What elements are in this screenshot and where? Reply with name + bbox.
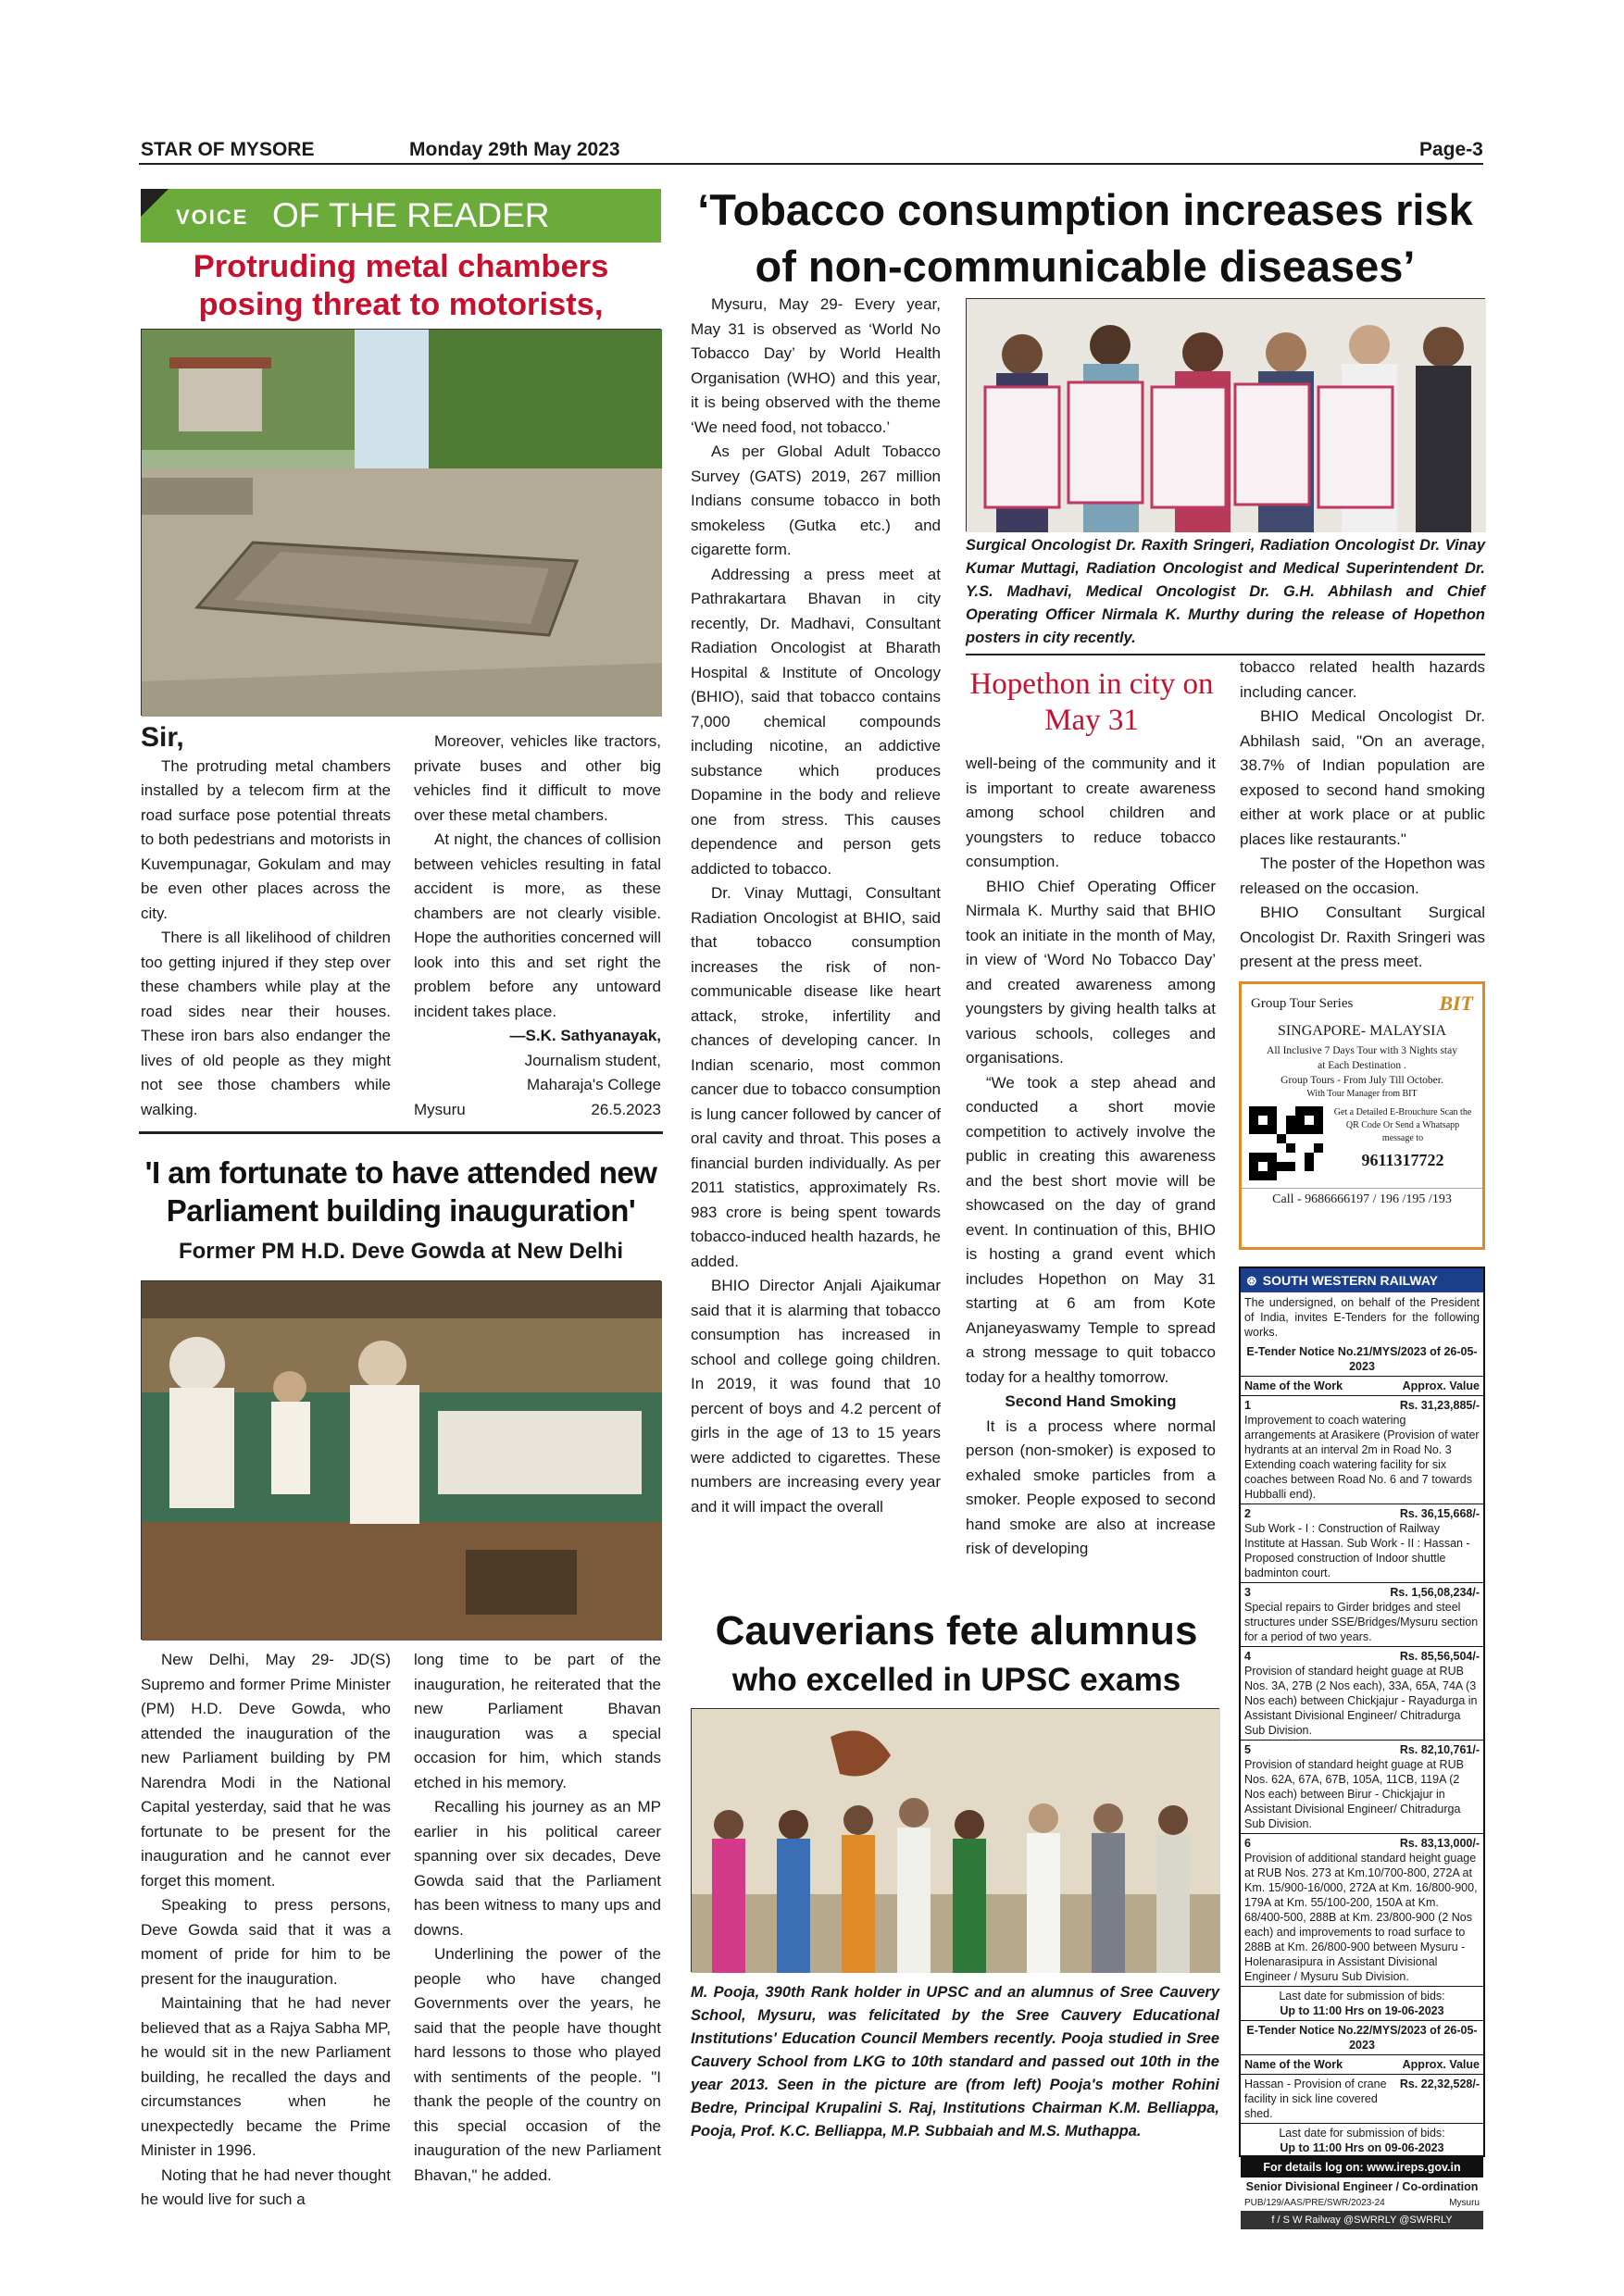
voice-label: VOICE (176, 206, 249, 229)
reader-label: OF THE READER (272, 196, 550, 234)
tender-value: Rs. 31,23,885/- (1399, 1399, 1480, 1412)
salutation: Sir, (141, 722, 184, 753)
ad-phone: 9611317722 (1361, 1151, 1444, 1169)
railway-title: SOUTH WESTERN RAILWAY (1262, 1273, 1439, 1288)
voice-letter-col2 (414, 730, 661, 1122)
tender-row (1241, 1646, 1483, 1740)
article-paragraph: Recalling his journey as an MP earlier in his political career spanning over six decades, Deve Gowda said that the Parliament has been witness to many ups and downs. (414, 1798, 661, 1939)
ad-line: With Tour Manager from BIT (1306, 1089, 1418, 1099)
article-paragraph: BHIO Director Anjali Ajaikumar said that it is alarming that tobacco consumption has increased in school and college going children. In 2019, it was found that 10 percent of boys and 4.2 percent of girls in the age of 13 to 15 years were addicted to cigarettes. These numbers are increasing every year and it will impact the overall (691, 1277, 941, 1516)
tender-value: Rs. 22,32,528/- (1399, 2078, 1480, 2090)
tender-notice: E-Tender Notice No.21/MYS/2023 of 26-05-2023 (1246, 1345, 1478, 1373)
section-rule (139, 1131, 663, 1134)
voice-headline: Protruding metal chambers posing threat to motorists, (193, 249, 609, 322)
tender-value: Rs. 83,13,000/- (1399, 1837, 1480, 1850)
tender-deadline (1241, 1986, 1483, 2020)
signature-line: Maharaja's College (527, 1076, 661, 1093)
ad-call: Call - 9686666197 / 196 /195 /193 (1242, 1188, 1482, 1207)
deadline-label: Last date for submission of bids: (1279, 1990, 1445, 2003)
cauverians-photo (691, 1708, 1219, 1972)
article-paragraph: New Delhi, May 29- JD(S) Supremo and former Prime Minister (PM) H.D. Deve Gowda, who attended the inauguration of the new Parliament building by PM Narendra Modi in the National Capital yesterday, said that he was fortunate to be present for the inauguration and he cannot ever forget this moment. (141, 1651, 391, 1890)
banner-corner (141, 189, 169, 217)
tender-signatory: Senior Divisional Engineer / Co-ordination (1245, 2180, 1479, 2193)
paper-name: STAR OF MYSORE (141, 139, 315, 160)
col-header-value: Approx. Value (1402, 2058, 1480, 2071)
article-paragraph: tobacco related health hazards including cancer. (1240, 658, 1485, 701)
tender-table-header (1241, 2054, 1483, 2074)
qr-instructions: Get a Detailed E-Brouchure Scan the QR Code Or Send a Whatsapp message to (1333, 1107, 1472, 1143)
signature-footer (414, 1098, 661, 1123)
railway-header (1241, 1268, 1483, 1292)
ad-line: at Each Destination . (1318, 1060, 1406, 1071)
article-paragraph: well-being of the community and it is important to create awareness among school children and youngsters to reduce tobacco consumption. (966, 755, 1216, 870)
article-paragraph: It is a process where normal person (non-smoker) is exposed to exhaled smoke particles from a smoker. People exposed to second hand smoke are also at increase risk of developing (966, 1416, 1216, 1557)
tender-table-header (1241, 1376, 1483, 1395)
letter-paragraph: At night, the chances of collision between vehicles resulting in fatal accident is more, as these chambers are not clearly visible. Hope the authorities concerned will look into this and set right the problem before any untoward incident takes place. (414, 830, 661, 1020)
article-paragraph: Mysuru, May 29- Every year, May 31 is observed as ‘World No Tobacco Day’ by World Health Organisation (WHO) and this year, it is being observed with the theme ‘We need food, not tobacco.’ (691, 295, 941, 436)
tobacco-col1 (691, 293, 941, 1519)
article-paragraph: Noting that he had never thought he would live for such a (141, 2165, 391, 2208)
tender-work: Special repairs to Girder bridges and steel structures under SSE/Bridges/Mysuru section for a period of two years. (1244, 1601, 1479, 1643)
article-paragraph: Maintaining that he had never believed that as a Rajya Sabha MP, he would sit in the new Parliament building, he recalled the days and circumstances when he unexpectedly became the Prime Minister in 1996. (141, 1994, 391, 2159)
qr-block (1242, 1101, 1482, 1180)
metal-chamber-photo (141, 329, 661, 716)
tender-value: Rs. 82,10,761/- (1399, 1743, 1480, 1756)
article-paragraph: BHIO Chief Operating Officer Nirmala K. Murthy said that BHIO took an initiate in the month of May, in view of ‘Word No Tobacco Day’ and created awareness among youngsters by giving health talks at various schools, colleges and organisations. (966, 877, 1216, 1067)
tobacco-col2 (966, 752, 1216, 1562)
col-header-work: Name of the Work (1244, 1379, 1343, 1392)
tobacco-headline: ‘Tobacco consumption increases risk of non-communicable diseases’ (697, 185, 1473, 291)
gowda-col2 (414, 1648, 661, 2188)
tender-city: Mysuru (1449, 2198, 1480, 2208)
deadline-label: Last date for submission of bids: (1279, 2127, 1445, 2140)
tender-work: Provision of standard height guage at RUB Nos. 62A, 67A, 67B, 105A, 11CB, 119A (2 Nos each) between Birur - Chickjajur in Assistant Divisional Engineer/ Chitradurga Sub Division. (1244, 1758, 1464, 1830)
signature-date: 26.5.2023 (591, 1100, 661, 1118)
tender-ref: PUB/129/AAS/PRE/SWR/2023-24 (1244, 2198, 1385, 2208)
tender-value: Rs. 1,56,08,234/- (1390, 1586, 1480, 1599)
article-paragraph: As per Global Adult Tobacco Survey (GATS) 2019, 267 million Indians consume tobacco in both smokeless (Gutka etc.) and cigarette form. (691, 443, 941, 558)
masthead-rule (139, 163, 1483, 165)
deadline-date: Up to 11:00 Hrs on 19-06-2023 (1280, 2004, 1444, 2017)
tender-value: Rs. 36,15,668/- (1399, 1507, 1480, 1520)
tender-website: For details log on: www.ireps.gov.in (1241, 2157, 1483, 2177)
signature-city: Mysuru (414, 1100, 466, 1118)
article-paragraph: Addressing a press meet at Pathrakartara Bhavan in city recently, Dr. Madhavi, Consultant Radiation Oncologist at Bharath Hospital & Institute of Oncology (BHIO), said that tobacco contains 7,000 chemical compounds including nicotine, an addictive substance which produces Dopamine in the body and relieve one from stress. This causes dependence and person gets addicted to tobacco. (691, 565, 941, 878)
letter-paragraph: There is all likelihood of children too getting injured if they step over these chambers while play at the road sides near their houses. These iron bars also endanger the lives of old people as they might not see those chambers while walking. (141, 929, 391, 1118)
railway-social: f / S W Railway @SWRRLY @SWRRLY (1241, 2211, 1483, 2229)
tender-row (1241, 1582, 1483, 1646)
tour-advertisement (1239, 981, 1485, 1250)
ad-destination: SINGAPORE- MALAYSIA (1277, 1023, 1447, 1039)
tender-row (1241, 1395, 1483, 1504)
hopethon-photo (966, 298, 1485, 531)
signature-name: —S.K. Sathyanayak, (509, 1027, 661, 1044)
signature-line: Journalism student, (524, 1051, 661, 1069)
article-subhead: Second Hand Smoking (1005, 1392, 1177, 1410)
tender-number: 4 (1244, 1650, 1251, 1663)
article-paragraph: Dr. Vinay Muttagi, Consultant Radiation Oncologist at BHIO, said that tobacco consumption increases the risk of non-communicable disease like heart attack, stroke, infertility and chances of developing cancer. In Indian scenario, most common cancer due to tobacco consumption is lung cancer followed by cancer of oral cavity and throat. This poses a financial burden individually. As per 2011 statistics, approximately Rs. 983 crore is being spent towards tobacco-induced health hazards, he added. (691, 884, 941, 1270)
gowda-headline: 'I am fortunate to have attended new Parliament building inauguration' (144, 1155, 657, 1228)
tender-work: Hassan - Provision of crane facility in sick line covered shed. (1244, 2078, 1387, 2120)
ad-header (1242, 984, 1482, 1016)
cauverians-headline: Cauverians fete alumnus (715, 1608, 1198, 1653)
ad-line: All Inclusive 7 Days Tour with 3 Nights stay (1267, 1045, 1457, 1056)
tender-work: Provision of standard height guage at RUB Nos. 3A, 27B (2 Nos each), 33A, 65A, 74A (3 Nos each) between Chickjajur - Rayadurga in Assistant Divisional Engineer/ Chitradurga Sub Division. (1244, 1665, 1478, 1737)
article-paragraph: Speaking to press persons, Deve Gowda said that it was a moment of pride for him to be present for the inauguration. (141, 1896, 391, 1988)
tender-work: Improvement to coach watering arrangements at Arasikere (Provision of water hydrants at an interval 2m in Road No. 3 Extending coach watering facility for six coaches between Road No. 6 and 7 towards Hubballi end). (1244, 1414, 1480, 1501)
tender-number: 6 (1244, 1837, 1251, 1850)
tender-notice: E-Tender Notice No.22/MYS/2023 of 26-05-2023 (1241, 2020, 1483, 2054)
hopethon-photo-caption: Surgical Oncologist Dr. Raxith Sringeri, Radiation Oncologist Dr. Vinay Kumar Muttagi, Radiation Oncologist and Medical Superintendent Dr. Y.S. Madhavi, Medical Oncologist Dr. G.H. Abhilash and Chief Operating Officer Nirmala K. Murthy during the release of Hopethon posters in city recently. (966, 537, 1485, 646)
article-paragraph: “We took a step ahead and conducted a short movie competition to actively involve the public in creating this awareness and the best short movie will be showcased on the day of grand event. In continuation of this, BHIO is hosting a grand event which includes Hopethon on May 31 starting at 6 am from Kote Anjaneyaswamy Temple to spread a strong message to quit tobacco today for a healthy tomorrow. (966, 1073, 1216, 1386)
ad-series: Group Tour Series (1251, 995, 1354, 1011)
gowda-subhead: Former PM H.D. Deve Gowda at New Delhi (178, 1239, 624, 1264)
tobacco-col3 (1240, 655, 1485, 975)
deadline-date: Up to 11:00 Hrs on 09-06-2023 (1280, 2141, 1444, 2154)
article-paragraph: BHIO Consultant Surgical Oncologist Dr. Raxith Sringeri was present at the press meet. (1240, 904, 1485, 970)
bit-logo: BIT (1439, 992, 1473, 1015)
letter-paragraph: The protruding metal chambers installed by a telecom firm at the road surface pose potential threats to both pedestrians and motorists in Kuvempunagar, Gokulam and may be even other places across the city. (141, 756, 391, 922)
cauverians-subhead: who excelled in UPSC exams (731, 1662, 1181, 1698)
tender-row (1241, 1504, 1483, 1582)
tender-number: 5 (1244, 1743, 1251, 1756)
article-paragraph: long time to be part of the inauguration, he reiterated that the new Parliament Bhavan inauguration was a special occasion for him, which stands etched in his memory. (414, 1651, 661, 1791)
qr-code-icon (1249, 1106, 1323, 1180)
tender-work: Sub Work - I : Construction of Railway Institute at Hassan. Sub Work - II : Hassan - Proposed construction of Indoor shuttle badminton court. (1244, 1522, 1470, 1579)
issue-date: Monday 29th May 2023 (409, 139, 620, 160)
tender-number: 2 (1244, 1507, 1251, 1520)
ad-line: Group Tours - From July Till October. (1280, 1075, 1443, 1086)
parliament-photo (141, 1280, 661, 1640)
tender-row (1241, 1740, 1483, 1833)
tender-row (1241, 2074, 1483, 2123)
tender-ref-line (1241, 2196, 1483, 2211)
tender-deadline (1241, 2123, 1483, 2157)
tender-row (1241, 1833, 1483, 1986)
tender-work: Provision of additional standard height guage at RUB Nos. 273 at Km.10/700-800, 272A at Km. 15/900-16/000, 272A at Km. 16/800-900, 179A at Km. 55/100-200, 150A at Km. 68/400-500, 288B at Km. 23/800-900 (2 Nos each) and improvements to road surface to 288B at Km. 26/800-900 between Mysuru - Holenarasipura in Assistant Divisional Engineer / Mysuru Sub Division. (1244, 1852, 1478, 1983)
gowda-col1 (141, 1648, 391, 2213)
col-header-value: Approx. Value (1402, 1379, 1480, 1392)
cauverians-caption: M. Pooja, 390th Rank holder in UPSC and an alumnus of Sree Cauvery School, Mysuru, was felicitated by the Sree Cauvery Educational Institutions' Education Council Members recently. Pooja studied in Sree Cauvery School from LKG to 10th standard and passed out 10th in the year 2013. Seen in the picture are (from left) Pooja's mother Rohini Bedre, Principal Krupalini S. Raj, Institutions Chairman K.M. Belliappa, Pooja, Prof. K.C. Belliappa, M.P. Subbaiah and M.S. Muthappa. (691, 1984, 1219, 2140)
tender-number: 3 (1244, 1586, 1251, 1599)
article-paragraph: The poster of the Hopethon was released on the occasion. (1240, 855, 1485, 897)
tender-intro: The undersigned, on behalf of the President of India, invites E-Tenders for the following works. (1244, 1296, 1480, 1339)
col-header-work: Name of the Work (1244, 2058, 1343, 2071)
article-paragraph: BHIO Medical Oncologist Dr. Abhilash said, "On an average, 38.7% of Indian population are exposed to second hand smoking either at work place or at public places like restaurants." (1240, 707, 1485, 848)
hopethon-headline: Hopethon in city on May 31 (969, 668, 1214, 737)
railway-tender-ad (1239, 1267, 1485, 2226)
voice-banner (141, 189, 661, 243)
railway-logo-icon: ⊛ (1246, 1273, 1257, 1288)
tender-number: 1 (1244, 1399, 1251, 1412)
page-number: Page-3 (1419, 139, 1483, 160)
letter-paragraph: Moreover, vehicles like tractors, private buses and other big vehicles find it difficult to move over these metal chambers. (414, 732, 661, 824)
voice-letter-col1 (141, 724, 391, 1122)
article-paragraph: Underlining the power of the people who have changed Governments over the years, he said that the people have thought hard lessons to those who played with sentiments of the people. "I thank the people of the country on this special occasion of the inauguration of the new Parliament Bhavan," he added. (414, 1945, 661, 2184)
tender-value: Rs. 85,56,504/- (1399, 1650, 1480, 1663)
